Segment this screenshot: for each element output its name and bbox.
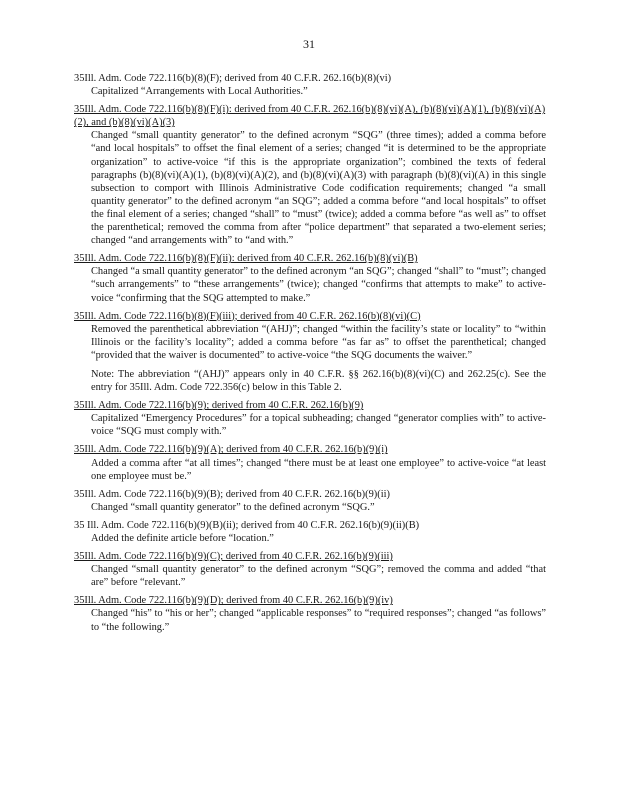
entry-citation: 35Ill. Adm. Code 722.116(b)(8)(F)(iii); derived from 40 C.F.R. 262.16(b)(8)(vi)(C) xyxy=(74,310,421,322)
list-item xyxy=(74,519,546,545)
entry-description: Added the definite article before “location.” xyxy=(91,533,274,544)
entry-note: Note: The abbreviation “(AHJ)” appears only in 40 C.F.R. §§ 262.16(b)(8)(vi)(C) and 262.25(c). See the entry for 35Ill. Adm. Code 722.356(c) below in this Table 2. xyxy=(91,368,546,394)
entry-citation: 35Ill. Adm. Code 722.116(b)(8)(F)(i): derived from 40 C.F.R. 262.16(b)(8)(vi)(A), (b)(8)(vi)(A)(1), (b)(8)(vi)(A)(2), and (b)(8)(vi)(A)(3) xyxy=(74,104,546,129)
entry-citation: 35 Ill. Adm. Code 722.116(b)(9)(B)(ii); derived from 40 C.F.R. 262.16(b)(9)(ii)(B) xyxy=(74,519,420,531)
entry-citation: 35Ill. Adm. Code 722.116(b)(9)(B); derived from 40 C.F.R. 262.16(b)(9)(ii) xyxy=(74,488,390,500)
entry-citation: 35Ill. Adm. Code 722.116(b)(8)(F)(ii): derived from 40 C.F.R. 262.16(b)(8)(vi)(B) xyxy=(74,253,418,265)
list-item xyxy=(74,399,546,438)
list-item xyxy=(74,488,546,514)
list-item xyxy=(74,103,546,247)
entry-description: Capitalized “Emergency Procedures” for a topical subheading; changed “generator complies with” to active-voice “SQG must comply with.” xyxy=(91,413,546,438)
table-entries xyxy=(74,72,546,639)
list-item xyxy=(74,72,546,98)
entry-citation: 35Ill. Adm. Code 722.116(b)(9)(A); derived from 40 C.F.R. 262.16(b)(9)(i) xyxy=(74,444,388,456)
entry-description: Removed the parenthetical abbreviation “(AHJ)”; changed “within the facility’s state or locality” to “within Illinois or the facility’s locality”; added a comma before “as far as” to offset the parenthetical; changed “provided that the waiver is documented” to active-voice “the SQG documents the waiver.” xyxy=(91,323,546,361)
list-item xyxy=(74,443,546,482)
list-item xyxy=(74,252,546,304)
list-item xyxy=(74,594,546,633)
entry-description: Changed “small quantity generator” to the defined acronym “SQG”; removed the comma and added “that are” before “relevant.” xyxy=(91,564,546,589)
entry-citation: 35Ill. Adm. Code 722.116(b)(9)(C); derived from 40 C.F.R. 262.16(b)(9)(iii) xyxy=(74,551,393,563)
entry-citation: 35Ill. Adm. Code 722.116(b)(9); derived from 40 C.F.R. 262.16(b)(9) xyxy=(74,400,364,412)
entry-citation: 35Ill. Adm. Code 722.116(b)(9)(D); derived from 40 C.F.R. 262.16(b)(9)(iv) xyxy=(74,595,393,607)
entry-description: Changed “small quantity generator” to the defined acronym “SQG” (three times); added a comma before “and local hospitals” to offset the final element of a series; changed “it is determined to be the appropriate organization” to active-voice “if this is the appropriate organization”; combined the texts of federal paragraphs (b)(8)(vi)(A)(1), (b)(8)(vi)(A)(2), and (b)(8)(vi)(A)(3) with paragraph (b)(8)(vi)(A) in this single subsection to comport with Illinois Administrative Code codification requirements; changed “a small quantity generator” to the defined acronym “an SQG”; added a comma before “and local hospitals” to offset the final element of a series; changed “shall” to “must” (twice); added a comma before “as well as” to offset the parenthetical; removed the comma from after “police department” that separated a two-element series; changed “and arrangements with” to “and with.” xyxy=(91,130,546,247)
entry-description: Changed “a small quantity generator” to the defined acronym “an SQG”; changed “shall” to “must”; changed “such arrangements” to “these arrangements” (twice); changed “confirms that attempts to make” to active-voice “confirming that the SQG attempted to make.” xyxy=(91,266,547,304)
entry-description: Added a comma after “at all times”; changed “there must be at least one employee” to active-voice “at least one employee must be.” xyxy=(91,457,546,482)
list-item xyxy=(74,310,546,395)
entry-description: Changed “his” to “his or her”; changed “applicable responses” to “required responses”; changed “as follows” to “the following.” xyxy=(91,608,546,633)
list-item xyxy=(74,550,546,589)
page-number: 31 xyxy=(303,37,315,51)
entry-citation: 35Ill. Adm. Code 722.116(b)(8)(F); derived from 40 C.F.R. 262.16(b)(8)(vi) xyxy=(74,73,392,84)
entry-description: Changed “small quantity generator” to the defined acronym “SQG.” xyxy=(91,501,375,513)
entry-description: Capitalized “Arrangements with Local Authorities.” xyxy=(91,86,308,98)
